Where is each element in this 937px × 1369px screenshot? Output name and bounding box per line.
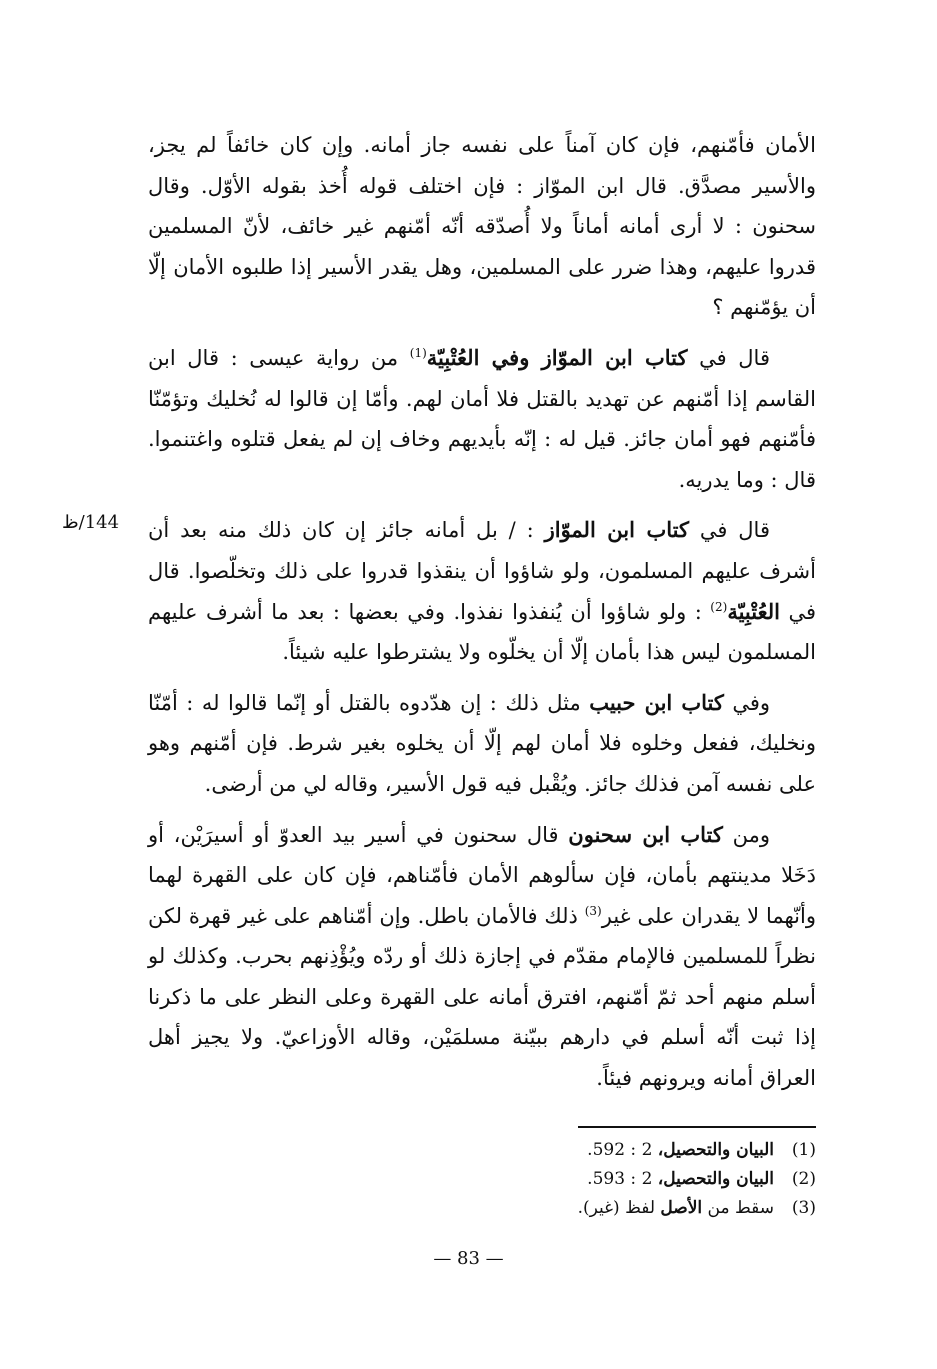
footnote-1 — [450, 1136, 816, 1165]
footnote-2 — [450, 1165, 816, 1194]
paragraph-4-source: كتاب ابن حبيب — [589, 689, 724, 715]
footnote-divider — [578, 1126, 816, 1128]
main-text — [148, 125, 816, 1109]
footnote-ref-2: (2) — [710, 599, 728, 614]
footnote-3-text — [578, 1194, 774, 1223]
footnote-3-reference: لفظ (غير). — [577, 1198, 661, 1218]
paragraph-4-text: مثل ذلك : إن هدّدوه بالقتل أو إنّما قالوا له : أمّنّا ونخليك، ففعل وخلوه فلا أمان لهم إلّا أن يخلوه بغير شرط. فإن أمّنهم وهو على نفسه آمن فذلك جائز. ويُقْبل فيه قول الأسير، وقاله لي من أرضى. — [148, 690, 816, 796]
paragraph-3-text-1: : / بل أمانه جائز إن كان ذلك منه بعد أن أشرف عليهم المسلمون، ولو شاؤوا أن ينقذوا قدروا على ذلك وتخلّصوا. قال في — [148, 518, 817, 624]
paragraph-2-lead: قال في — [687, 345, 770, 370]
paragraph-5-lead: ومن — [722, 822, 770, 847]
footnote-3 — [450, 1194, 816, 1223]
paragraph-5-text-1: قال سحنون في أسير بيد العدوّ أو أسيرَيْن، أو دَخَلا مدينتهم بأمان، فإن سألوهم الأمان فأمّناهم، فإن كان على القهرة لهما وأنّهما لا يقدران على غير — [148, 822, 816, 928]
footnote-1-reference: 2 : 592. — [587, 1140, 658, 1160]
paragraph-2 — [148, 338, 816, 500]
paragraph-4-lead: وفي — [723, 690, 771, 715]
footnote-3-number: (3) — [791, 1198, 816, 1218]
paragraph-1 — [148, 125, 816, 328]
paragraph-2-text: من رواية عيسى : قال ابن القاسم إذا أمّنهم عن تهديد بالقتل فلا أمان لهم. وأمّا إن قالوا له نُخليك وتؤمّنّا فأمّنهم فهو أمان جائز. قيل له : إنّه بأيديهم وخاف إن لم يفعل قتلوه واغتنموا. قال : وما يدريه. — [148, 345, 816, 492]
paragraph-3-source-2: العُتْبِيّة — [727, 598, 780, 624]
paragraph-5-text-2: ذلك فالأمان باطل. وإن أمّناهم على غير قهرة لكن نظراً للمسلمين فالإمام مقدّم في إجازة ذلك أو ردّه ويُؤْذِنهم بحرب. وكذلك لو أسلم منهم أحد ثمّ أمّنهم، افترق أمانه على القهرة وعلى النظر على ما ذكرنا إذا ثبت أنّه أسلم في دارهم ببيّنة مسلمَيْن، وقاله الأوزاعيّ. ولا يجيز أهل العراق أمانه ويرونهم فيئاً. — [148, 903, 816, 1091]
folio-margin-note: 144/ظ — [62, 512, 120, 533]
footnote-2-text — [587, 1165, 774, 1194]
paragraph-3-source-1: كتاب ابن الموّاز — [544, 517, 689, 543]
paragraph-3-text-2: : ولو شاؤوا أن يُنفذوا نفذوا. وفي بعضها : بعد ما أشرف عليهم المسلمون ليس هذا بأمان إلّا أن يخلّوه ولا يشترطوا عليه شيئاً. — [148, 599, 816, 665]
footnote-2-source: البيان والتحصيل، — [657, 1169, 774, 1189]
paragraph-1-text: الأمان فأمّنهم، فإن كان آمناً على نفسه جاز أمانه. وإن كان خائفاً لم يجز، والأسير مصدَّق. قال ابن الموّاز : فإن اختلف قوله أُخذ بقوله الأوّل. وقال سحنون : لا أرى أمانه أماناً ولا أُصدّقه أنّه أمّنهم غير خائف، لأنّ المسلمين قدروا عليهم، وهذا ضرر على المسلمين، وهل يقدر الأسير إذا طلبوه الأمان إلّا أن يؤمّنهم ؟ — [148, 133, 816, 320]
paragraph-3-lead: قال في — [689, 518, 770, 543]
footnote-2-number: (2) — [791, 1169, 816, 1189]
footnote-1-source: البيان والتحصيل، — [657, 1140, 774, 1160]
footnote-1-text — [587, 1136, 774, 1165]
paragraph-5-source: كتاب ابن سحنون — [568, 821, 723, 847]
footnote-2-reference: 2 : 593. — [587, 1169, 658, 1189]
footnote-1-number: (1) — [791, 1140, 816, 1160]
footnotes — [450, 1136, 816, 1223]
paragraph-4 — [148, 683, 816, 805]
paragraph-3 — [148, 510, 816, 672]
footnote-ref-3: (3) — [584, 903, 602, 918]
paragraph-2-source: كتاب ابن الموّاز وفي العُتْبِيّة — [426, 344, 688, 370]
footnote-ref-1: (1) — [409, 345, 427, 360]
paragraph-5 — [148, 815, 816, 1099]
footnote-3-source: الأصل — [660, 1198, 703, 1218]
footnote-3-lead: سقط من — [702, 1198, 774, 1218]
page-number: — 83 — — [433, 1248, 504, 1269]
